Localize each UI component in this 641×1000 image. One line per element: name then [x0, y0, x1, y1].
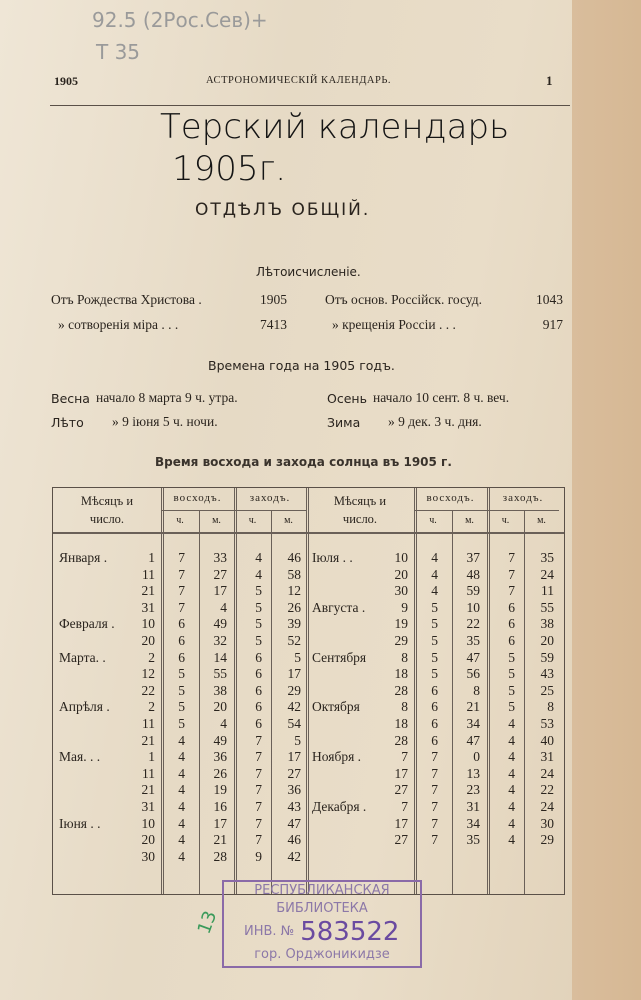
library-stamp: [222, 880, 422, 968]
day-number: 8: [401, 699, 408, 715]
sunrise-minute: 32: [213, 633, 227, 648]
sunrise-minute: 31: [466, 799, 480, 814]
season-text: » 9 дек. 3 ч. дня.: [388, 414, 482, 429]
sunset-minute: 46: [287, 832, 301, 848]
sunrise-minute: 17: [213, 583, 227, 599]
sunset-hour: 5: [255, 583, 262, 599]
stamp-line: БИБЛИОТЕКА: [276, 901, 368, 916]
green-mark: 13: [193, 908, 222, 937]
month-column-header: Мѣсяцъ и: [80, 494, 134, 508]
subheader-divider: [161, 510, 306, 511]
season-name: Зима: [327, 415, 361, 430]
sunrise-minute: 19: [213, 782, 227, 798]
sunset-minute: 5: [294, 732, 301, 748]
sunrise-minute: 55: [213, 666, 227, 682]
sunrise-minute: 23: [466, 782, 480, 798]
sunrise-hour: 5: [431, 649, 438, 665]
sunset-minute: 17: [287, 666, 301, 682]
minutes-header: м.: [284, 515, 293, 526]
sunset-hour: 6: [255, 716, 262, 731]
day-number: 10: [141, 815, 155, 831]
sunset-column-header: заходъ.: [502, 492, 544, 504]
sunset-minute: 11: [541, 583, 554, 599]
sunrise-hour: 7: [178, 599, 185, 615]
minutes-header: м.: [465, 515, 474, 526]
hours-header: ч.: [501, 515, 510, 526]
day-number: 2: [148, 699, 155, 715]
sunrise-minute: 34: [466, 815, 480, 831]
month-name: Февраля .: [59, 616, 115, 632]
season-name: Весна: [51, 391, 90, 406]
season-text: начало 8 марта 9 ч. утра.: [96, 390, 238, 405]
sunset-hour: 6: [508, 599, 515, 615]
sunrise-minute: 35: [466, 633, 480, 648]
sunset-minute: 38: [540, 616, 554, 632]
day-number: 8: [401, 649, 408, 665]
sunrise-minute: 17: [213, 815, 227, 831]
sunrise-hour: 4: [431, 583, 438, 599]
sunrise-minute: 20: [213, 699, 227, 715]
sunset-hour: 5: [508, 682, 515, 698]
sunset-minute: 59: [540, 649, 554, 665]
sunset-minute: 31: [540, 749, 554, 765]
sunset-hour: 5: [255, 616, 262, 632]
sunset-minute: 53: [540, 716, 554, 731]
day-number: 18: [394, 716, 408, 731]
subheader-divider: [414, 510, 559, 511]
sunset-hour: 7: [255, 832, 262, 848]
day-number: 29: [394, 633, 408, 648]
sunrise-hour: 5: [431, 633, 438, 648]
month-column-header: число.: [342, 512, 378, 526]
sunrise-hour: 7: [431, 815, 438, 831]
sunset-minute: 12: [287, 583, 301, 599]
sunrise-hour: 5: [178, 699, 185, 715]
sunset-minute: 29: [287, 682, 301, 698]
sunset-minute: 20: [540, 633, 554, 648]
sunrise-hour: 5: [431, 616, 438, 632]
sunrise-minute: 4: [220, 599, 227, 615]
sunrise-minute: 49: [213, 616, 227, 632]
day-number: 30: [394, 583, 408, 599]
sunset-minute: 29: [540, 832, 554, 848]
sunrise-minute: 0: [473, 749, 480, 765]
day-number: 1: [148, 749, 155, 765]
stamp-line: гор. Орджоникидзе: [254, 947, 390, 962]
sunrise-column-header: восходъ.: [426, 492, 475, 504]
day-number: 7: [401, 749, 408, 765]
month-name: Октября: [312, 699, 360, 715]
month-name: Января .: [59, 550, 108, 565]
sunrise-minute: 49: [213, 732, 227, 748]
month-name: Апрѣля .: [59, 699, 110, 715]
sunrise-minute: 35: [466, 832, 480, 848]
sunrise-hour: 7: [178, 566, 185, 582]
sunrise-hour: 4: [178, 782, 185, 798]
sunset-hour: 7: [508, 566, 515, 582]
sunset-hour: 4: [508, 782, 515, 798]
sunset-hour: 4: [508, 832, 515, 848]
sunset-minute: 35: [540, 550, 554, 565]
sunrise-minute: 47: [466, 732, 480, 748]
sunset-minute: 47: [287, 815, 301, 831]
chronology-left-value: 7413: [260, 317, 287, 332]
sunset-minute: 5: [294, 649, 301, 665]
chronology-right-value: 1043: [536, 292, 563, 307]
sunset-hour: 6: [255, 682, 262, 698]
day-number: 21: [141, 583, 155, 599]
sunset-hour: 4: [508, 716, 515, 731]
header-year: 1905: [54, 74, 78, 88]
sunrise-minute: 13: [466, 765, 480, 781]
sunrise-minute: 21: [466, 699, 480, 715]
day-number: 2: [148, 649, 155, 665]
header-rule: [50, 105, 570, 106]
sunset-hour: 4: [255, 566, 262, 582]
day-number: 17: [394, 765, 408, 781]
day-number: 20: [141, 832, 155, 848]
chronology-heading: Лѣтоисчисленіе.: [256, 265, 361, 279]
sunset-minute: 24: [540, 799, 554, 814]
sunrise-minute: 38: [213, 682, 227, 698]
sunset-minute: 43: [287, 799, 301, 814]
day-number: 11: [142, 566, 155, 582]
sunrise-minute: 14: [213, 649, 227, 665]
season-name: Осень: [327, 391, 367, 406]
sunset-hour: 6: [255, 699, 262, 715]
sunrise-minute: 33: [213, 550, 227, 565]
section-title: ОТДѢЛЪ ОБЩІЙ.: [195, 200, 371, 220]
day-number: 9: [401, 599, 408, 615]
sunrise-hour: 5: [431, 666, 438, 682]
hours-header: ч.: [248, 515, 257, 526]
handwritten-call-number: 92.5 (2Рос.Сев)+: [92, 8, 268, 32]
chronology-left-label: » сотворенія міра . . .: [58, 317, 179, 332]
stamp-inventory-row: [224, 918, 420, 946]
day-number: 20: [141, 633, 155, 648]
month-name: Ноября .: [312, 749, 362, 765]
inventory-number: 583522: [300, 917, 400, 947]
month-name: Марта. .: [59, 649, 106, 665]
day-number: 10: [141, 616, 155, 632]
sunrise-hour: 7: [431, 799, 438, 814]
sunset-hour: 7: [255, 765, 262, 781]
sunrise-hour: 4: [431, 550, 438, 565]
sunset-minute: 24: [540, 566, 554, 582]
sunrise-hour: 6: [431, 682, 438, 698]
day-number: 31: [141, 799, 155, 814]
sunset-minute: 22: [540, 782, 554, 798]
chronology-left-label: Отъ Рождества Христова .: [51, 292, 202, 307]
page-edge: [572, 0, 641, 1000]
sunrise-minute: 8: [473, 682, 480, 698]
sunset-hour: 5: [255, 599, 262, 615]
sunrise-minute: 22: [466, 616, 480, 632]
day-number: 28: [394, 732, 408, 748]
sunset-minute: 26: [287, 599, 301, 615]
sunset-minute: 55: [540, 599, 554, 615]
sunrise-hour: 6: [178, 616, 185, 632]
sunset-hour: 9: [255, 848, 262, 864]
sunset-hour: 7: [255, 799, 262, 814]
sunset-hour: 4: [508, 799, 515, 814]
month-name: Августа .: [312, 599, 366, 615]
day-number: 11: [142, 716, 155, 731]
chronology-left-value: 1905: [260, 292, 287, 307]
day-number: 21: [141, 732, 155, 748]
sunset-hour: 4: [508, 749, 515, 765]
sunset-minute: 42: [287, 699, 301, 715]
season-text: начало 10 сент. 8 ч. веч.: [373, 390, 510, 405]
day-number: 21: [141, 782, 155, 798]
day-number: 7: [401, 799, 408, 814]
month-name: Декабря .: [312, 799, 367, 814]
sunset-hour: 6: [255, 649, 262, 665]
sunset-hour: 5: [508, 649, 515, 665]
sunrise-column-header: восходъ.: [173, 492, 222, 504]
sunrise-hour: 7: [431, 765, 438, 781]
sunrise-hour: 4: [178, 815, 185, 831]
sunrise-hour: 5: [178, 666, 185, 682]
chronology-right-value: 917: [542, 317, 563, 332]
sunset-hour: 6: [508, 633, 515, 648]
month-name: Сентября: [312, 649, 367, 665]
sunset-hour: 4: [255, 550, 262, 565]
sunset-hour: 5: [255, 633, 262, 648]
sunrise-minute: 28: [213, 848, 227, 864]
sunset-minute: 17: [287, 749, 301, 765]
sunset-minute: 27: [287, 765, 301, 781]
minutes-header: м.: [537, 515, 546, 526]
hours-header: ч.: [176, 515, 184, 526]
day-number: 19: [394, 616, 408, 632]
sunset-hour: 7: [255, 815, 262, 831]
sunrise-minute: 36: [213, 749, 227, 765]
sunrise-minute: 27: [213, 566, 227, 582]
sunrise-hour: 4: [178, 749, 185, 765]
sunrise-hour: 4: [178, 799, 185, 814]
sunset-hour: 6: [508, 616, 515, 632]
sunrise-hour: 6: [431, 716, 438, 731]
sunrise-minute: 48: [466, 566, 480, 582]
sunrise-hour: 5: [178, 716, 185, 731]
stamp-line: ИНВ. №: [244, 924, 295, 939]
sunrise-minute: 21: [213, 832, 227, 848]
month-column-header: число.: [89, 512, 125, 526]
sunset-hour: 7: [255, 732, 262, 748]
sunset-minute: 25: [540, 682, 554, 698]
month-name: Іюня . .: [59, 815, 101, 831]
sunset-hour: 4: [508, 732, 515, 748]
header-page-number: 1: [546, 73, 553, 88]
sunrise-hour: 7: [431, 782, 438, 798]
sunset-minute: 52: [287, 633, 301, 648]
day-number: 17: [394, 815, 408, 831]
sunrise-minute: 47: [466, 649, 480, 665]
chronology-right-label: » крещенія Россіи . . .: [332, 317, 456, 332]
sunset-minute: 58: [287, 566, 301, 582]
sunrise-minute: 59: [466, 583, 480, 599]
sunrise-hour: 6: [431, 699, 438, 715]
sunset-hour: 4: [508, 765, 515, 781]
sunset-minute: 42: [287, 848, 301, 864]
sunset-hour: 7: [255, 782, 262, 798]
column-divider: [306, 488, 309, 894]
sunset-hour: 4: [508, 815, 515, 831]
sunset-hour: 7: [508, 550, 515, 565]
sunset-minute: 40: [540, 732, 554, 748]
sunrise-minute: 56: [466, 666, 480, 682]
sunrise-hour: 4: [178, 832, 185, 848]
day-number: 10: [394, 550, 408, 565]
sunrise-minute: 10: [466, 599, 480, 615]
sunrise-minute: 34: [466, 716, 480, 731]
season-name: Лѣто: [51, 415, 84, 430]
sunset-column-header: заходъ.: [249, 492, 291, 504]
sunset-minute: 46: [287, 550, 301, 565]
header-title: АСТРОНОМИЧЕСКІЙ КАЛЕНДАРЬ.: [206, 75, 392, 86]
sunrise-minute: 37: [466, 550, 480, 565]
sunset-hour: 7: [508, 583, 515, 599]
sunset-hour: 5: [508, 666, 515, 682]
sunrise-hour: 7: [431, 749, 438, 765]
day-number: 12: [141, 666, 155, 682]
seasons-heading: Времена года на 1905 годъ.: [208, 358, 395, 373]
sunset-minute: 36: [287, 782, 301, 798]
day-number: 31: [141, 599, 155, 615]
sunset-minute: 24: [540, 765, 554, 781]
day-number: 1: [148, 550, 155, 565]
sunset-hour: 6: [255, 666, 262, 682]
sunrise-hour: 5: [431, 599, 438, 615]
handwritten-call-number-2: Т 35: [96, 40, 141, 64]
sunset-minute: 43: [540, 666, 554, 682]
month-column-header: Мѣсяцъ и: [333, 494, 387, 508]
day-number: 18: [394, 666, 408, 682]
day-number: 28: [394, 682, 408, 698]
sun-table-heading: Время восхода и захода солнца въ 1905 г.: [155, 455, 452, 469]
sunrise-hour: 6: [431, 732, 438, 748]
handwritten-year: 1905г.: [172, 149, 287, 189]
month-name: Іюля . .: [312, 550, 353, 565]
day-number: 27: [394, 832, 408, 848]
sunset-minute: 8: [547, 699, 554, 715]
minutes-header: м.: [212, 515, 221, 526]
sunset-minute: 54: [287, 716, 301, 731]
stamp-line: РЕСПУБЛИКАНСКАЯ: [254, 883, 390, 898]
handwritten-title: Терский календарь: [160, 107, 510, 147]
sunrise-hour: 4: [178, 732, 185, 748]
sunset-minute: 39: [287, 616, 301, 632]
chronology-right-label: Отъ основ. Россійск. госуд.: [325, 292, 482, 307]
sunrise-sunset-table: [52, 487, 565, 895]
sunrise-hour: 4: [431, 566, 438, 582]
sunrise-hour: 4: [178, 765, 185, 781]
sunset-minute: 30: [540, 815, 554, 831]
sunset-hour: 5: [508, 699, 515, 715]
sunrise-hour: 7: [431, 832, 438, 848]
sunrise-minute: 16: [213, 799, 227, 814]
sunrise-minute: 26: [213, 765, 227, 781]
sunrise-hour: 7: [178, 583, 185, 599]
hours-header: ч.: [429, 515, 437, 526]
sunrise-hour: 6: [178, 633, 185, 648]
month-name: Мая. . .: [59, 749, 101, 765]
day-number: 22: [141, 682, 155, 698]
day-number: 11: [142, 765, 155, 781]
season-text: » 9 іюня 5 ч. ночи.: [112, 414, 218, 429]
sunrise-hour: 6: [178, 649, 185, 665]
day-number: 27: [394, 782, 408, 798]
sunrise-hour: 4: [178, 848, 185, 864]
sunrise-hour: 5: [178, 682, 185, 698]
sunrise-hour: 7: [178, 550, 185, 565]
sunrise-minute: 4: [220, 716, 227, 731]
day-number: 20: [394, 566, 408, 582]
day-number: 30: [141, 848, 155, 864]
sunset-hour: 7: [255, 749, 262, 765]
